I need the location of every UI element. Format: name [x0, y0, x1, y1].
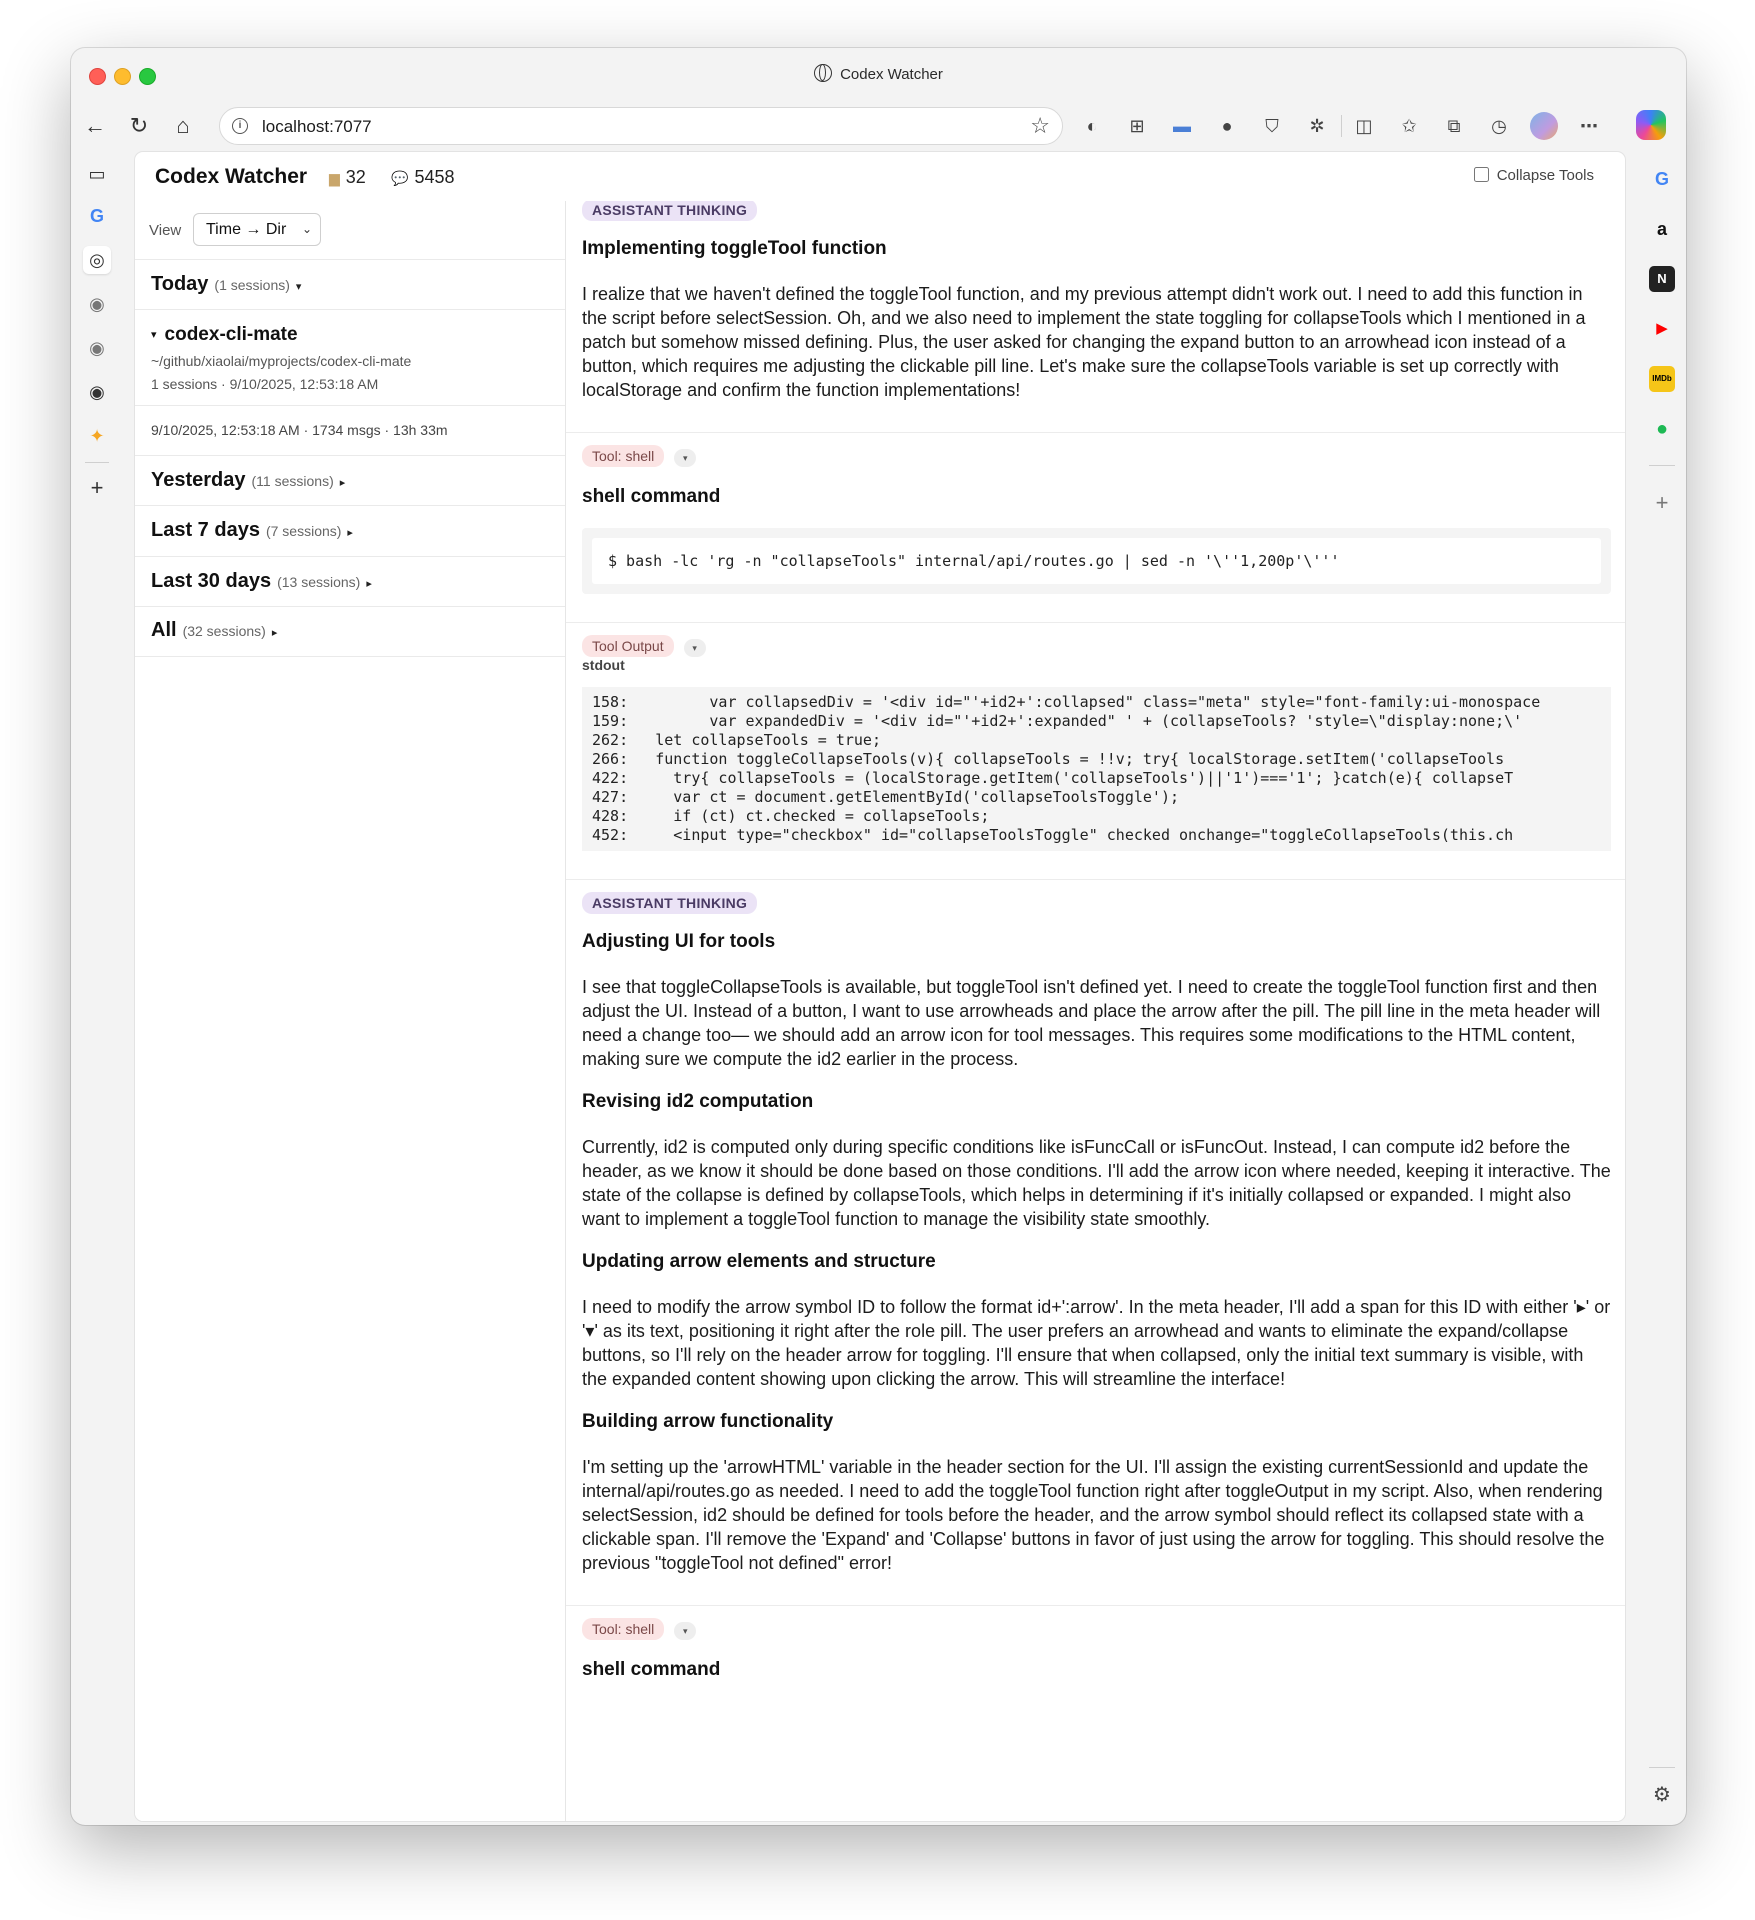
collections-icon[interactable]: ⧉ — [1447, 116, 1461, 136]
output-line: 452: <input type="checkbox" id="collapseToolsToggle" checked onchange="toggleCollapseTools(this.ch — [592, 826, 1514, 844]
read-aloud-icon[interactable]: ◐ — [1086, 116, 1098, 136]
imdb-icon[interactable]: IMDb — [1649, 366, 1675, 392]
message-tool-output — [566, 623, 1625, 880]
address-url[interactable]: localhost:7077 — [262, 117, 372, 136]
output-line: 158: var collapsedDiv = '<div id="'+id2+':collapsed" class="meta" style="font-family:ui-monospace — [592, 693, 1541, 711]
screenshot-icon[interactable]: ⊞ — [1129, 116, 1145, 136]
vertical-tab-strip — [71, 152, 123, 1825]
app-brand: Codex Watcher — [155, 165, 308, 188]
google-icon[interactable]: G — [1654, 169, 1669, 189]
message-title: Implementing toggleTool function — [582, 238, 887, 259]
back-icon[interactable]: ← — [84, 113, 106, 138]
output-line: 428: if (ct) ct.checked = collapseTools; — [592, 807, 990, 825]
section-text: I see that toggleCollapseTools is available, but toggleTool isn't defined yet. I need to create the toggleTool function first and then adjust the UI. Instead of a button, I want to use arrowheads and place the arrow after the pill. The pill line in the meta header will need a change too— we should add an arrow icon for tool messages. This requires some modifications to the HTML content, making sure we compute the id2 earlier in the process. — [582, 977, 1601, 1069]
web-page — [135, 152, 1625, 1821]
toggle-arrow-icon[interactable]: ▾ — [674, 449, 696, 467]
extension-dark-icon[interactable]: ● — [1221, 116, 1233, 136]
folder-icon: ▆ — [329, 170, 340, 186]
section-title: Updating arrow elements and structure — [582, 1251, 936, 1272]
google-icon[interactable]: G — [89, 206, 104, 226]
output-line: 159: var expandedDiv = '<div id="'+id2+':expanded" ' + (collapseTools? 'style=\"display:none;\' — [592, 712, 1523, 730]
notion-icon[interactable]: N — [1649, 266, 1675, 292]
group-today-label: Today — [151, 273, 209, 295]
group-last-7-days-title[interactable] — [151, 519, 353, 542]
plus-icon[interactable]: + — [90, 475, 104, 500]
right-sidebar-divider-bottom — [1649, 1767, 1675, 1768]
command-box — [582, 528, 1611, 594]
role-pill: ASSISTANT THINKING — [582, 892, 757, 914]
group-yesterday-title[interactable] — [151, 469, 345, 492]
collapse-tools-label: Collapse Tools — [1496, 167, 1594, 184]
role-pill: Tool: shell — [582, 445, 664, 467]
caret-down-icon: ▾ — [151, 329, 157, 341]
group-last-30-days-count: (13 sessions) — [277, 574, 361, 590]
right-sidebar-divider — [1649, 465, 1675, 466]
group-today-title[interactable] — [151, 273, 301, 296]
toggle-arrow-icon[interactable]: ▾ — [674, 1622, 696, 1640]
group-last-30-days-title[interactable] — [151, 570, 372, 593]
group-yesterday[interactable] — [135, 455, 565, 506]
youtube-icon[interactable]: ▶ — [1656, 320, 1668, 337]
tab-actions-icon[interactable]: ▭ — [88, 164, 106, 184]
profile-avatar[interactable] — [1530, 112, 1558, 140]
messages-count — [391, 167, 454, 188]
message-title: shell command — [582, 1659, 721, 1680]
toggle-arrow-icon[interactable]: ▾ — [684, 639, 706, 657]
view-row — [135, 201, 565, 260]
reload-icon[interactable]: ↻ — [129, 113, 149, 138]
section-title: Building arrow functionality — [582, 1411, 834, 1432]
caret-right-icon: ▸ — [271, 627, 278, 639]
collapse-tools-checkbox[interactable] — [1474, 167, 1489, 182]
message-list-inner — [566, 201, 1625, 1721]
amazon-icon[interactable]: a — [1656, 219, 1667, 239]
project-item[interactable] — [135, 309, 565, 406]
github-icon[interactable]: ◉ — [89, 382, 105, 402]
section-text: I'm setting up the 'arrowHTML' variable in the header section for the UI. I'll assign the existing currentSessionId and update the internal/api/routes.go as needed. I need to add the toggleTool function right after toggleOutput in my script. Also, when rendering selectSession, id2 should be defined for tools before the header, and the arrow symbol should reflect its collapsed state with a clickable span. I'll remove the 'Expand' and 'Collapse' buttons in favor of just using the arrow for toggling. This should resolve the previous "toggleTool not defined" error! — [582, 1457, 1605, 1573]
project-name[interactable] — [151, 324, 298, 346]
group-all[interactable] — [135, 606, 565, 657]
command-code: $ bash -lc 'rg -n "collapseTools" internal/api/routes.go | sed -n '\''1,200p'\''' — [592, 538, 1601, 584]
github-icon[interactable]: ◉ — [89, 294, 105, 314]
group-last-30-days-label: Last 30 days — [151, 570, 272, 592]
address-bar[interactable] — [219, 107, 1063, 145]
sessions-count — [329, 167, 366, 188]
view-select-value: Time → Dir — [206, 221, 287, 238]
project-name-text: codex-cli-mate — [164, 324, 298, 345]
right-sidebar — [1639, 152, 1686, 1825]
output-line: 422: try{ collapseTools = (localStorage.getItem('collapseTools')||'1')==='1'; }catch(e){ collapseT — [592, 769, 1514, 787]
plus-icon[interactable]: + — [1655, 490, 1669, 515]
group-last-7-days-count: (7 sessions) — [265, 523, 342, 539]
group-all-count: (32 sessions) — [182, 623, 266, 639]
favorite-star-icon[interactable]: ☆ — [1030, 113, 1050, 138]
caret-right-icon: ▸ — [347, 527, 353, 539]
message-text: I realize that we haven't defined the toggleTool function, and my previous attempt didn't work out. I need to add this function in the script before selectSession. Oh, and we also need to implement the state toggling for collapseTools which I mentioned in a patch but somehow missed defining. Plus, the user asked for changing the expand button to an arrowhead icon instead of a button, which requires me adjusting the clickable pill line. Let's make sure the collapseTools variable is set up correctly with localStorage and confirm the function implementations! — [582, 284, 1586, 400]
title-bar — [71, 48, 1686, 100]
browser-toolbar — [71, 100, 1686, 152]
message-title: shell command — [582, 486, 721, 507]
session-sidebar — [135, 201, 566, 1821]
shield-icon[interactable]: ⛉ — [1265, 116, 1279, 136]
group-all-title[interactable] — [151, 619, 277, 642]
home-icon[interactable]: ⌂ — [176, 113, 190, 138]
group-all-label: All — [151, 619, 177, 641]
extension-icon[interactable]: ▬ — [1173, 116, 1191, 136]
tab-strip-divider — [85, 462, 109, 463]
session-item-text[interactable]: 9/10/2025, 12:53:18 AM · 1734 msgs · 13h 33m — [151, 422, 448, 438]
group-yesterday-label: Yesterday — [151, 469, 246, 491]
speech-bubble-icon: 💬 — [391, 170, 409, 186]
group-today[interactable] — [135, 259, 565, 310]
window-title-text: Codex Watcher — [840, 66, 943, 83]
caret-right-icon: ▸ — [366, 578, 372, 590]
globe-icon[interactable]: ◎ — [83, 246, 111, 274]
group-today-count: (1 sessions) — [214, 277, 290, 293]
output-line: 427: var ct = document.getElementById('collapseToolsToggle'); — [592, 788, 1179, 806]
project-meta: 1 sessions · 9/10/2025, 12:53:18 AM — [151, 376, 379, 392]
site-info-icon[interactable]: i — [232, 118, 248, 134]
message-thinking — [566, 880, 1625, 1606]
message-tool-shell — [566, 1606, 1625, 1721]
group-last-7-days-label: Last 7 days — [151, 519, 260, 541]
section-text: I need to modify the arrow symbol ID to follow the format id+':arrow'. In the meta header, I'll add a span for this ID with either '▸' or '▾' as its text, positioning it right after the role pill. The user prefers an arrowhead and wants to eliminate the expand/collapse buttons, so I'll rely on the header arrow for toggling. I'll ensure that when collapsed, only the initial text summary is visible, with the expanded content showing upon clicking the arrow. This will streamline the interface! — [582, 1297, 1611, 1389]
chevron-down-icon: ⌄ — [301, 222, 312, 236]
role-pill: Tool: shell — [582, 1618, 664, 1640]
message-thinking — [566, 201, 1625, 433]
output-code — [582, 687, 1611, 851]
toolbar-divider — [1341, 115, 1342, 137]
message-tool-shell — [566, 433, 1625, 623]
view-select[interactable] — [193, 213, 321, 246]
split-screen-icon[interactable]: ◫ — [1355, 116, 1373, 136]
messages-count-value: 5458 — [414, 167, 455, 187]
role-pill: Tool Output — [582, 635, 674, 657]
message-list[interactable] — [566, 201, 1625, 1821]
project-path: ~/github/xiaolai/myprojects/codex-cli-mate — [151, 353, 412, 369]
more-options-icon[interactable]: ⋯ — [1580, 116, 1598, 136]
github-icon[interactable]: ◉ — [89, 338, 105, 358]
stream-label: stdout — [582, 657, 625, 673]
spotify-icon[interactable]: ● — [1655, 418, 1669, 440]
globe-icon — [814, 64, 832, 82]
output-line: 262: let collapseTools = true; — [592, 731, 881, 749]
browser-window — [71, 48, 1686, 1825]
session-item[interactable] — [135, 405, 565, 456]
favorites-icon[interactable]: ✩ — [1401, 116, 1417, 136]
caret-down-icon: ▾ — [295, 281, 302, 293]
window-title — [71, 64, 1686, 83]
caret-right-icon: ▸ — [339, 477, 346, 489]
sparkle-icon[interactable]: ✦ — [89, 426, 105, 446]
view-label: View — [149, 222, 182, 239]
app-header — [135, 152, 1625, 202]
output-line: 266: function toggleCollapseTools(v){ collapseTools = !!v; try{ localStorage.setItem('collapseTools — [592, 750, 1505, 768]
sessions-count-value: 32 — [345, 167, 366, 187]
settings-icon[interactable]: ⚙ — [1653, 1784, 1671, 1806]
section-title: Revising id2 computation — [582, 1091, 814, 1112]
collapse-tools-toggle[interactable] — [1474, 167, 1594, 184]
group-last-30-days[interactable] — [135, 556, 565, 607]
section-title: Adjusting UI for tools — [582, 931, 776, 952]
role-pill: ASSISTANT THINKING — [582, 201, 757, 221]
group-yesterday-count: (11 sessions) — [251, 473, 334, 489]
extensions-puzzle-icon[interactable]: ✲ — [1309, 116, 1325, 136]
history-icon[interactable]: ◷ — [1491, 116, 1507, 136]
group-last-7-days[interactable] — [135, 505, 565, 557]
section-text: Currently, id2 is computed only during specific conditions like isFuncCall or isFuncOut. Instead, I can compute id2 before the header, as we know it should be done based on those conditions. I'll add the arrow icon where needed, keeping it interactive. The state of the collapse is defined by collapseTools, which helps in determining if it's initially collapsed or expanded. I might also want to implement a toggleTool function to manage the visibility state smoothly. — [582, 1137, 1611, 1229]
copilot-icon[interactable] — [1636, 110, 1666, 140]
